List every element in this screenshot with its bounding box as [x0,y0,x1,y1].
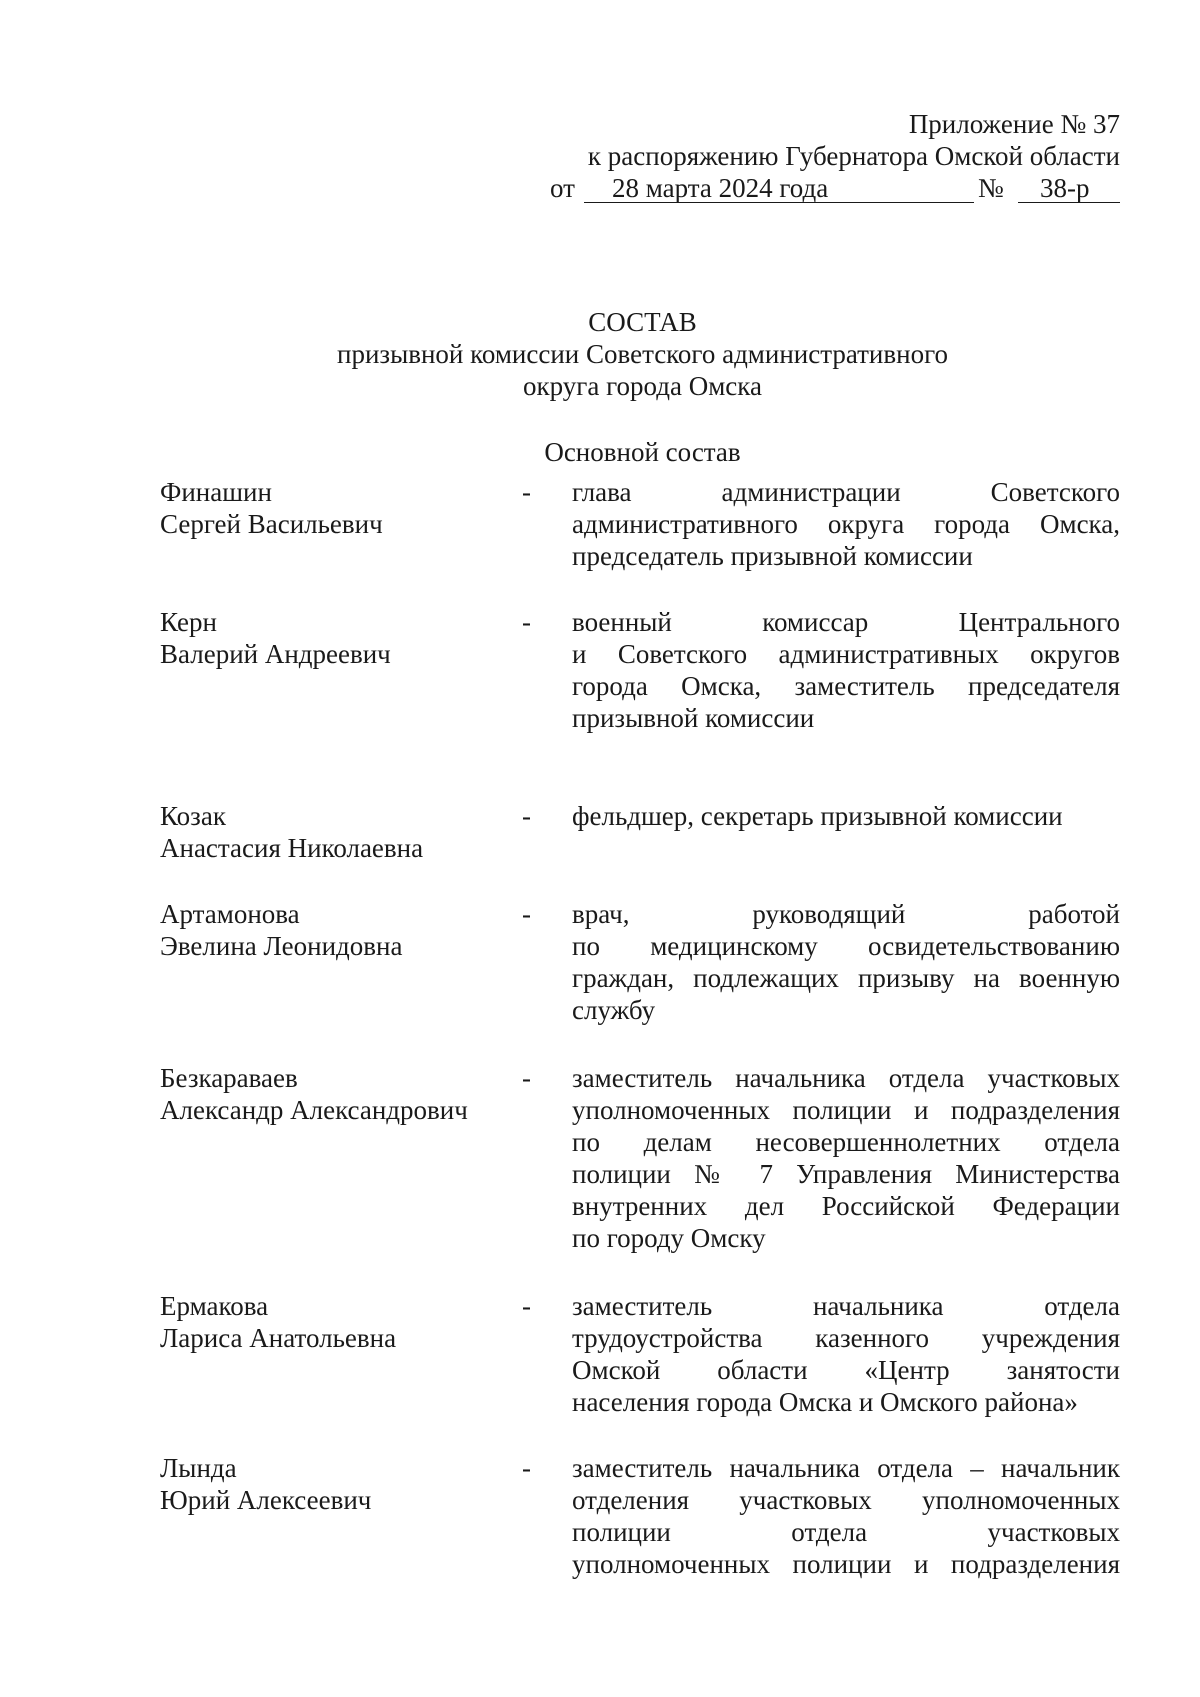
document-title [0,306,1200,402]
role-line: граждан, подлежащих призыву на военную [572,963,1120,993]
member-given-name: Александр Александрович [160,1095,468,1125]
appendix-reference: к распоряжению Губернатора Омской области [587,141,1120,171]
role-line: административного округа города Омска, [572,509,1120,539]
member-name [160,1062,510,1126]
member-dash: - [522,899,531,929]
member-given-name: Анастасия Николаевна [160,833,424,863]
member-dash: - [522,477,531,507]
role-line: заместитель начальника отдела участковых [572,1063,1120,1093]
role-line: заместитель начальника отдела [572,1291,1120,1321]
appendix-header [500,108,1120,204]
member-given-name: Лариса Анатольевна [160,1323,397,1353]
appendix-number: Приложение № 37 [908,109,1120,139]
role-line: по городу Омску [572,1223,766,1253]
member-role [572,800,1120,832]
member-name [160,1290,510,1354]
title-line-3: округа города Омска [523,371,762,401]
role-line: председатель призывной комиссии [572,541,973,571]
role-line: по делам несовершеннолетних отдела [572,1127,1120,1157]
member-dash: - [522,801,531,831]
role-line: заместитель начальника отдела – начальник [572,1453,1120,1483]
role-line: населения города Омска и Омского района» [572,1387,1078,1417]
member-name [160,606,510,670]
role-line: фельдшер, секретарь призывной комиссии [572,801,1063,831]
role-line: города Омска, заместитель председателя [572,671,1120,701]
role-line: уполномоченных полиции и подразделения [572,1549,1120,1579]
member-role [572,476,1120,572]
role-line: по медицинскому освидетельствованию [572,931,1120,961]
date-value: 28 марта 2024 года [612,173,829,203]
member-name [160,898,510,962]
role-line: отделения участковых уполномоченных [572,1485,1120,1515]
role-line: полиции № 7 Управления Министерства [572,1159,1120,1189]
role-line: военный комиссар Центрального [572,607,1120,637]
section-subtitle: Основной состав [544,437,741,467]
member-role [572,1290,1120,1418]
member-name [160,1452,510,1516]
appendix-date-line [500,172,1120,204]
role-line: внутренних дел Российской Федерации [572,1191,1120,1221]
role-line: призывной комиссии [572,703,815,733]
member-name [160,800,510,864]
role-line: и Советского административных округов [572,639,1120,669]
member-surname: Финашин [160,477,272,507]
member-surname: Безкараваев [160,1063,298,1093]
member-dash: - [522,1291,531,1321]
member-dash: - [522,607,531,637]
member-name [160,476,510,540]
number-field [1018,172,1120,203]
role-line: врач, руководящий работой [572,899,1120,929]
date-field [584,172,974,203]
member-role [572,898,1120,1026]
role-line: трудоустройства казенного учреждения [572,1323,1120,1353]
member-surname: Ермакова [160,1291,269,1321]
member-dash: - [522,1453,531,1483]
number-sign: № [978,173,1004,203]
role-line: Омской области «Центр занятости [572,1355,1120,1385]
title-line-2: призывной комиссии Советского административного [337,339,948,369]
member-surname: Лында [160,1453,237,1483]
member-given-name: Юрий Алексеевич [160,1485,372,1515]
role-line: уполномоченных полиции и подразделения [572,1095,1120,1125]
title-heading: СОСТАВ [588,307,697,337]
member-dash: - [522,1063,531,1093]
role-line: полиции отдела участковых [572,1517,1120,1547]
member-surname: Керн [160,607,217,637]
member-role [572,606,1120,734]
number-value: 38-р [1040,173,1090,203]
role-line: глава администрации Советского [572,477,1120,507]
member-given-name: Эвелина Леонидовна [160,931,403,961]
member-given-name: Валерий Андреевич [160,639,391,669]
member-role [572,1062,1120,1254]
member-surname: Козак [160,801,226,831]
member-surname: Артамонова [160,899,300,929]
role-line: службу [572,995,656,1025]
member-role [572,1452,1120,1580]
member-given-name: Сергей Васильевич [160,509,383,539]
date-prefix: от [550,173,575,203]
